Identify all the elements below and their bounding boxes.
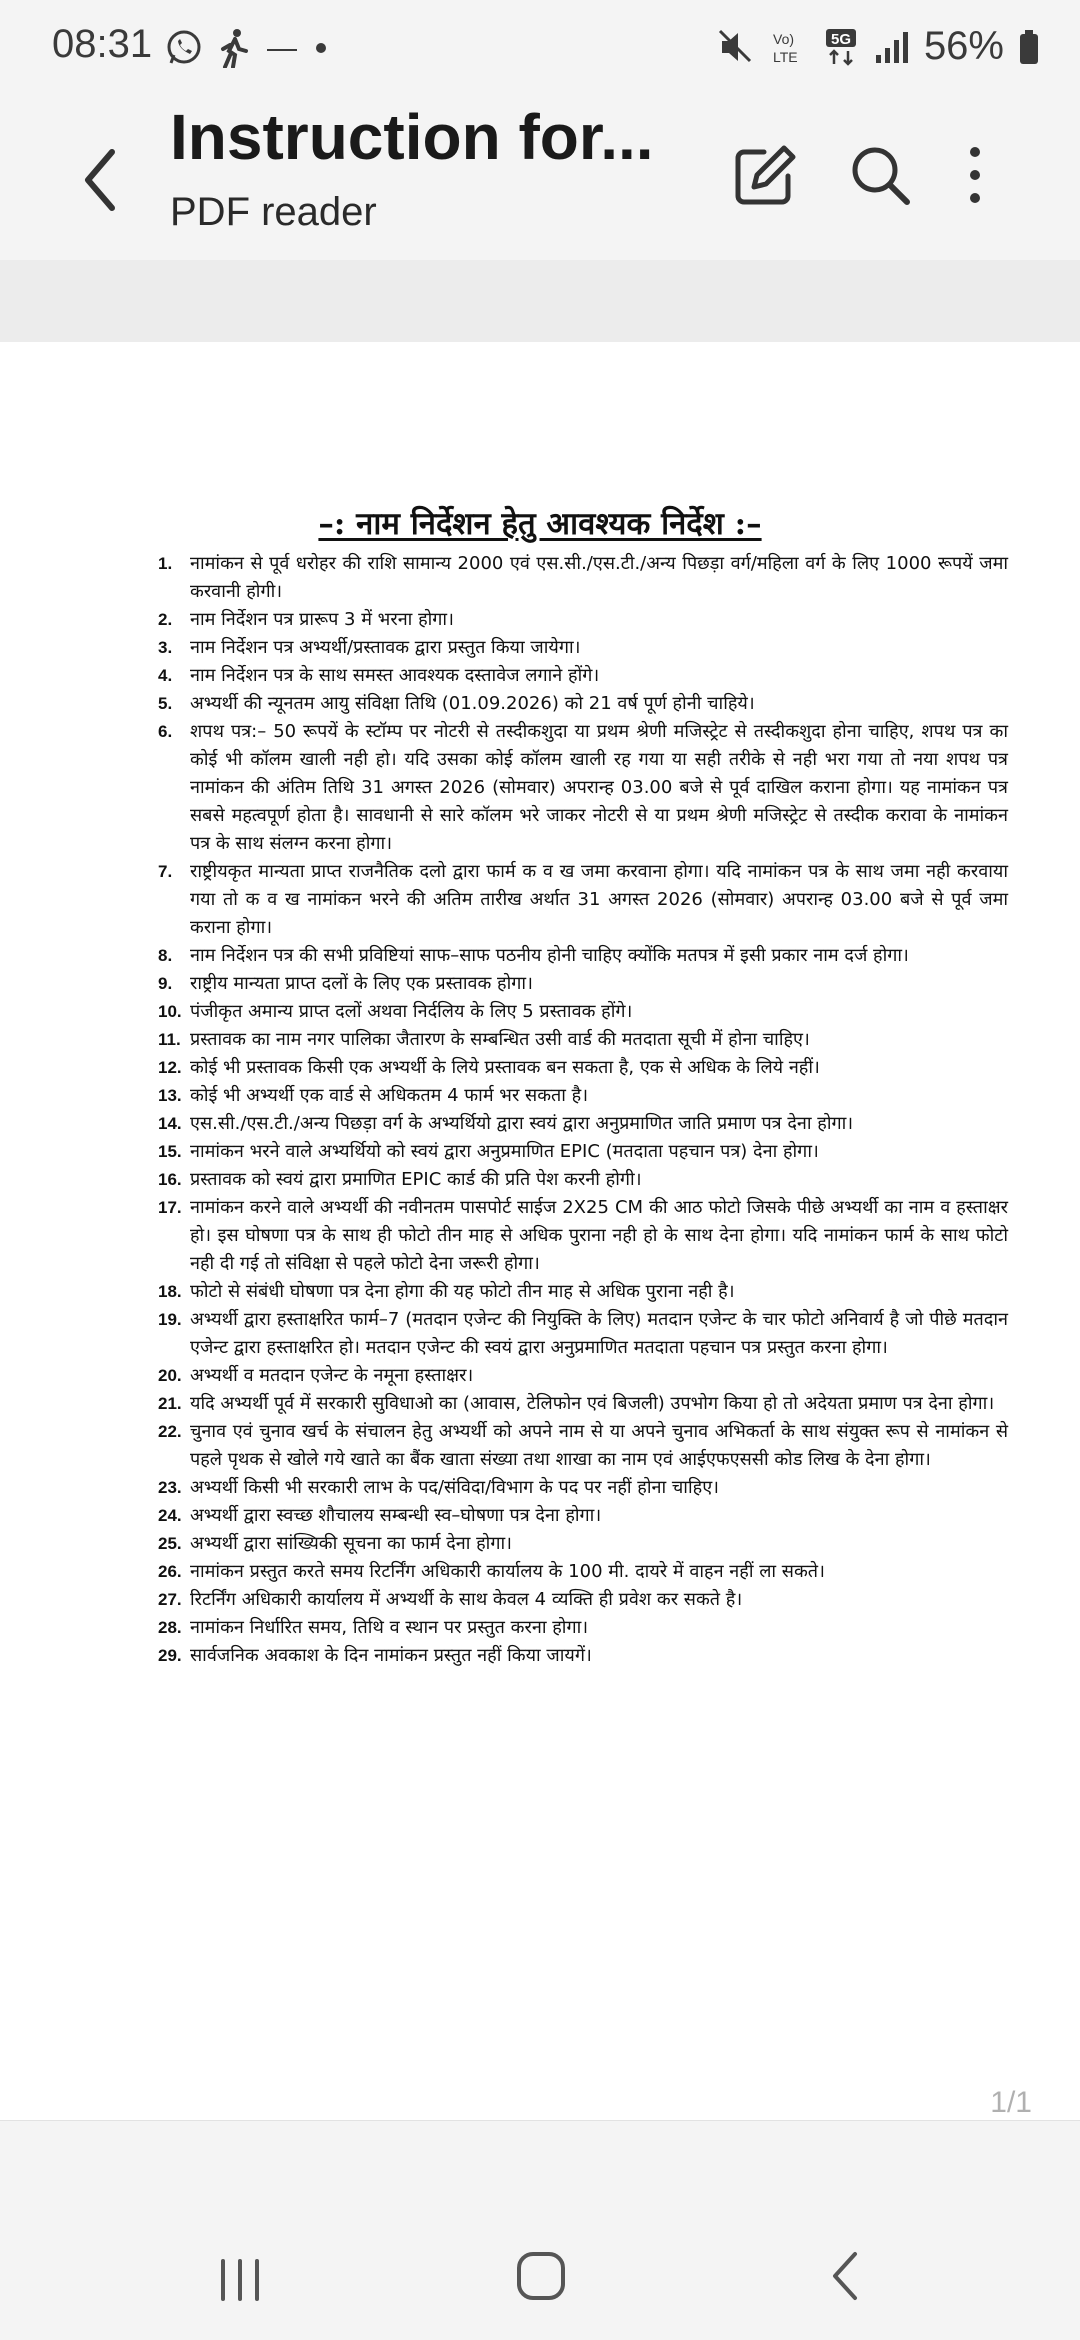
list-item-text: नाम निर्देशन पत्र के साथ समस्त आवश्यक दस्तावेज लगाने होंगे।: [190, 665, 600, 686]
list-item-number: 1.: [158, 554, 173, 573]
list-item: [158, 1642, 1008, 1670]
list-item: [158, 1418, 1008, 1474]
nav-back-icon[interactable]: [825, 2248, 865, 2304]
list-item: [158, 662, 1008, 690]
back-icon[interactable]: [70, 140, 130, 220]
list-item-number: 16.: [158, 1170, 182, 1189]
list-item-number: 26.: [158, 1562, 182, 1581]
battery-percent: 56%: [923, 24, 1004, 68]
home-icon[interactable]: [515, 2250, 567, 2302]
list-item-text: नामांकन निर्धारित समय, तिथि व स्थान पर प्रस्तुत करना होगा।: [190, 1617, 589, 1638]
list-item-text: प्रस्तावक को स्वयं द्वारा प्रमाणित EPIC कार्ड की प्रति पेश करनी होगी।: [190, 1169, 642, 1190]
list-item: [158, 1558, 1008, 1586]
rapido-icon: [265, 38, 299, 58]
more-vert-icon[interactable]: [955, 140, 995, 210]
list-item-number: 28.: [158, 1618, 182, 1637]
list-item: [158, 1390, 1008, 1418]
list-item: [158, 1306, 1008, 1362]
list-item-number: 3.: [158, 638, 173, 657]
list-item: [158, 1026, 1008, 1054]
5g-icon: [824, 27, 860, 67]
document-heading: [0, 502, 1080, 544]
list-item: [158, 634, 1008, 662]
list-item: [158, 858, 1008, 942]
list-item-text: राष्ट्रीय मान्यता प्राप्त दलों के लिए एक प्रस्तावक होगा।: [190, 973, 533, 994]
list-item-number: 22.: [158, 1422, 182, 1441]
recents-icon[interactable]: [215, 2255, 265, 2305]
list-item-text: नामांकन से पूर्व धरोहर की राशि सामान्य 2000 एवं एस.सी./एस.टी./अन्य पिछड़ा वर्ग/महिला वर्ग के लिए 1000 रूपयें जमा करवानी होगी।: [190, 553, 1008, 602]
list-item-text: नामांकन करने वाले अभ्यर्थी की नवीनतम पासपोर्ट साईज 2X25 CM की आठ फोटो जिसके पीछे अभ्यर्थी का नाम व हस्ताक्षर हो। इस घोषणा पत्र के साथ ही फोटो तीन माह से अधिक पुराना नही हो के साथ देना होगा। यदि नामांकन फार्म के साथ फोटो नही दी गई तो संविक्षा से पहले फोटो देना जरूरी होगा।: [190, 1197, 1008, 1274]
list-item: [158, 1278, 1008, 1306]
list-item-text: नाम निर्देशन पत्र की सभी प्रविष्टियां साफ–साफ पठनीय होनी चाहिए क्योंकि मतपत्र में इसी प्रकार नाम दर्ज होगा।: [190, 945, 909, 966]
svg-text:LTE: LTE: [772, 48, 798, 65]
list-item-text: नामांकन भरने वाले अभ्यर्थियो को स्वयं द्वारा अनुप्रमाणित EPIC (मतदाता पहचान पत्र) देना होगा।: [190, 1141, 819, 1162]
list-item: [158, 606, 1008, 634]
navigation-bar: [0, 2200, 1080, 2340]
list-item: [158, 1362, 1008, 1390]
app-bar: [0, 100, 1080, 260]
list-item-number: 6.: [158, 722, 173, 741]
list-item: [158, 1530, 1008, 1558]
list-item: [158, 1586, 1008, 1614]
list-item-text: यदि अभ्यर्थी पूर्व में सरकारी सुविधाओ का (आवास, टेलिफोन एवं बिजली) उपभोग किया हो तो अदेयता प्रमाण पत्र देना होगा।: [190, 1393, 995, 1414]
list-item: [158, 1138, 1008, 1166]
list-item-text: अभ्यर्थी की न्यूनतम आयु संविक्षा तिथि (01.09.2026) को 21 वर्ष पूर्ण होनी चाहिये।: [190, 693, 755, 714]
list-item-number: 13.: [158, 1086, 182, 1105]
page-indicator: 1/1: [990, 2086, 1032, 2119]
list-item-text: अभ्यर्थी व मतदान एजेन्ट के नमूना हस्ताक्षर।: [190, 1365, 474, 1386]
list-item-number: 11.: [158, 1030, 181, 1049]
walking-icon: [217, 28, 251, 68]
whatsapp-icon: [165, 29, 203, 67]
list-item-text: शपथ पत्र:– 50 रूपयें के स्टॉम्प पर नोटरी से तस्दीकशुदा या प्रथम श्रेणी मजिस्ट्रेट से तस्दीकशुदा होना चाहिए, शपथ पत्र का कोई भी कॉलम खाली नही हो। यदि उसका कोई कॉलम खाली रह गया या सही तरीके से नही भरा गया तो नया शपथ पत्र नामांकन की अंतिम तिथि 31 अगस्त 2026 (सोमवार) अपरान्ह 03.00 बजे से पूर्व दाखिल कराना होगा। यह नामांकन पत्र सबसे महत्वपूर्ण होता है। सावधानी से सारे कॉलम भरे जाकर नोटरी से या प्रथम श्रेणी मजिस्ट्रेट से तस्दीक करावा के नामांकन पत्र के साथ संलग्न करना होगा।: [190, 721, 1008, 854]
list-item-text: अभ्यर्थी द्वारा सांख्यिकी सूचना का फार्म देना होगा।: [190, 1533, 512, 1554]
app-subtitle: PDF reader: [170, 190, 377, 234]
list-item-text: सार्वजनिक अवकाश के दिन नामांकन प्रस्तुत नहीं किया जायगें।: [190, 1645, 592, 1666]
list-item-number: 14.: [158, 1114, 182, 1133]
list-item-text: रिटर्निंग अधिकारी कार्यालय में अभ्यर्थी के साथ केवल 4 व्यक्ति ही प्रवेश कर सकते है।: [190, 1589, 743, 1610]
list-item-number: 7.: [158, 862, 173, 881]
list-item: [158, 550, 1008, 606]
toolbar-divider-band: [0, 260, 1080, 342]
list-item-text: नाम निर्देशन पत्र अभ्यर्थी/प्रस्तावक द्वारा प्रस्तुत किया जायेगा।: [190, 637, 581, 658]
svg-text:Vo): Vo): [772, 30, 794, 47]
list-item: [158, 1054, 1008, 1082]
list-item-text: कोई भी प्रस्तावक किसी एक अभ्यर्थी के लिये प्रस्तावक बन सकता है, एक से अधिक के लिये नहीं।: [190, 1057, 820, 1078]
list-item-number: 24.: [158, 1506, 182, 1525]
document-title: Instruction for...: [170, 101, 654, 173]
search-icon[interactable]: [845, 140, 915, 210]
status-notification-icons: [165, 28, 329, 68]
list-item-number: 10.: [158, 1002, 182, 1021]
list-item-text: फोटो से संबंधी घोषणा पत्र देना होगा की यह फोटो तीन माह से अधिक पुराना नही है।: [190, 1281, 735, 1302]
volte-icon: [770, 27, 810, 67]
list-item: [158, 998, 1008, 1026]
edit-icon[interactable]: [730, 140, 800, 210]
list-item-number: 9.: [158, 974, 173, 993]
list-item-text: नाम निर्देशन पत्र प्रारूप 3 में भरना होगा।: [190, 609, 454, 630]
list-item-text: अभ्यर्थी द्वारा स्वच्छ शौचालय सम्बन्धी स्व–घोषणा पत्र देना होगा।: [190, 1505, 602, 1526]
dot-icon: [313, 40, 329, 56]
svg-text:5G: 5G: [830, 30, 851, 48]
battery-icon: [1018, 29, 1040, 65]
list-item: [158, 1082, 1008, 1110]
list-item-number: 2.: [158, 610, 173, 629]
list-item-number: 5.: [158, 694, 173, 713]
list-item: [158, 942, 1008, 970]
list-item-number: 29.: [158, 1646, 182, 1665]
pdf-page[interactable]: [0, 342, 1080, 2121]
list-item-number: 27.: [158, 1590, 182, 1609]
list-item: [158, 1474, 1008, 1502]
status-system-icons: [716, 24, 1040, 69]
mute-vibrate-icon: [716, 27, 756, 67]
list-item: [158, 1502, 1008, 1530]
list-item: [158, 690, 1008, 718]
status-bar: [0, 0, 1080, 100]
list-item: [158, 1614, 1008, 1642]
list-item: [158, 1166, 1008, 1194]
list-item: [158, 1194, 1008, 1278]
list-item-text: प्रस्तावक का नाम नगर पालिका जैतारण के सम्बन्धित उसी वार्ड की मतदाता सूची में होना चाहिए।: [190, 1029, 810, 1050]
list-item-text: राष्ट्रीयकृत मान्यता प्राप्त राजनैतिक दलो द्वारा फार्म क व ख जमा करवाना होगा। यदि नामांकन पत्र के साथ जमा नही करवाया गया तो क व ख नामांकन भरने की अतिम तारीख अर्थात 31 अगस्त 2026 (सोमवार) अपरान्ह 03.00 बजे से पूर्व जमा कराना होगा।: [190, 861, 1008, 938]
list-item-number: 17.: [158, 1198, 182, 1217]
list-item-number: 12.: [158, 1058, 182, 1077]
list-item-number: 18.: [158, 1282, 182, 1301]
list-item-number: 25.: [158, 1534, 182, 1553]
list-item-text: एस.सी./एस.टी./अन्य पिछड़ा वर्ग के अभ्यर्थियो द्वारा स्वयं द्वारा अनुप्रमाणित जाति प्रमाण पत्र देना होगा।: [190, 1113, 854, 1134]
list-item: [158, 970, 1008, 998]
list-item-number: 23.: [158, 1478, 182, 1497]
list-item-text: अभ्यर्थी द्वारा हस्ताक्षरित फार्म–7 (मतदान एजेन्ट की नियुक्ति के लिए) मतदान एजेन्ट के चार फोटो अनिवार्य है जो पीछे मतदान एजेन्ट द्वारा हस्ताक्षरित हो। मतदान एजेन्ट की स्वयं द्वारा अनुप्रमाणित मतदाता पहचान पत्र प्रस्तुत करना होगा।: [190, 1309, 1008, 1358]
instruction-list: [158, 550, 1008, 1670]
signal-icon: [874, 29, 910, 65]
list-item-number: 8.: [158, 946, 173, 965]
list-item: [158, 718, 1008, 858]
list-item-number: 4.: [158, 666, 173, 685]
list-item-number: 20.: [158, 1366, 182, 1385]
status-time: 08:31: [52, 22, 153, 66]
list-item-text: अभ्यर्थी किसी भी सरकारी लाभ के पद/संविदा/विभाग के पद पर नहीं होना चाहिए।: [190, 1477, 719, 1498]
list-item: [158, 1110, 1008, 1138]
list-item-number: 15.: [158, 1142, 182, 1161]
list-item-text: कोई भी अभ्यर्थी एक वार्ड से अधिकतम 4 फार्म भर सकता है।: [190, 1085, 589, 1106]
list-item-text: चुनाव एवं चुनाव खर्च के संचालन हेतु अभ्यर्थी को अपने नाम से या अपने चुनाव अभिकर्ता के साथ संयुक्त रूप से नामांकन से पहले पृथक से खोले गये खाते का बैंक खाता संख्या तथा शाखा का नाम एवं आईएफएससी कोड लिख के देना होगा।: [190, 1421, 1008, 1470]
document-heading-text: –: नाम निर्देशन हेतु आवश्यक निर्देश :–: [318, 506, 762, 542]
list-item-text: नामांकन प्रस्तुत करते समय रिटर्निंग अधिकारी कार्यालय के 100 मी. दायरे में वाहन नहीं ला सकते।: [190, 1561, 825, 1582]
list-item-number: 21.: [158, 1394, 182, 1413]
list-item-text: पंजीकृत अमान्य प्राप्त दलों अथवा निर्दलिय के लिए 5 प्रस्तावक होंगे।: [190, 1001, 633, 1022]
list-item-number: 19.: [158, 1310, 182, 1329]
